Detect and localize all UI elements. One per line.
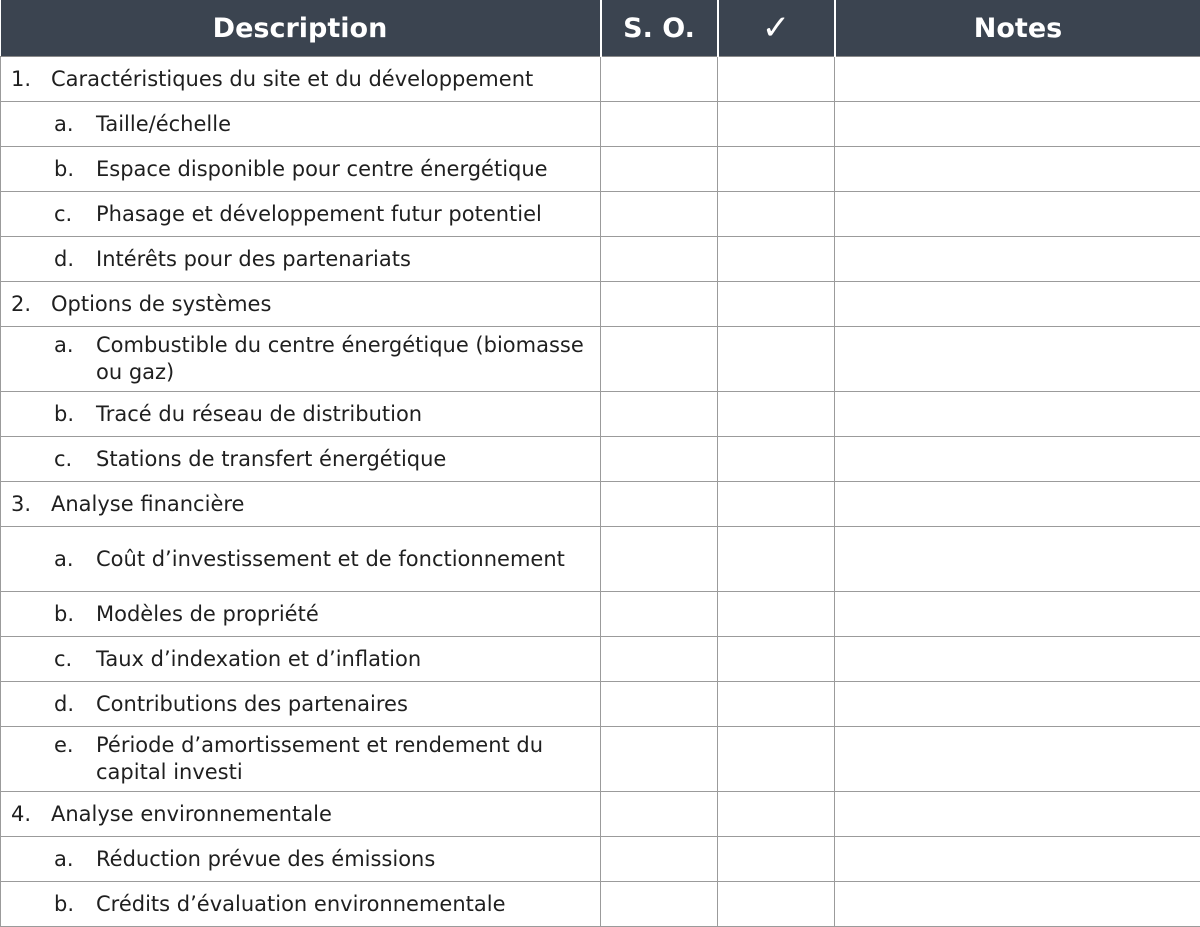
row-letter: d. (1, 246, 96, 273)
check-cell[interactable] (718, 57, 835, 102)
row-number: 2. (1, 291, 51, 318)
notes-cell[interactable] (835, 792, 1200, 837)
description-cell (1, 282, 601, 327)
description-cell (1, 792, 601, 837)
row-text: Tracé du réseau de distribution (96, 401, 600, 428)
row-text: Analyse environnementale (51, 801, 600, 828)
notes-cell[interactable] (835, 392, 1200, 437)
notes-cell[interactable] (835, 237, 1200, 282)
table-row (1, 527, 1200, 592)
row-text: Combustible du centre énergétique (biomasse ou gaz) (96, 332, 600, 386)
table-row (1, 57, 1200, 102)
row-letter: d. (1, 691, 96, 718)
row-number: 3. (1, 491, 51, 518)
so-cell[interactable] (601, 147, 718, 192)
table-row (1, 682, 1200, 727)
row-text: Crédits d’évaluation environnementale (96, 891, 600, 918)
check-cell[interactable] (718, 837, 835, 882)
table-row (1, 882, 1200, 927)
so-cell[interactable] (601, 237, 718, 282)
description-cell (1, 592, 601, 637)
notes-cell[interactable] (835, 327, 1200, 392)
table-row (1, 592, 1200, 637)
checkmark-icon: ✓ (762, 8, 791, 48)
table-row (1, 237, 1200, 282)
row-text: Stations de transfert énergétique (96, 446, 600, 473)
row-text: Réduction prévue des émissions (96, 846, 600, 873)
notes-cell[interactable] (835, 727, 1200, 792)
row-text: Contributions des partenaires (96, 691, 600, 718)
description-cell (1, 437, 601, 482)
row-letter: b. (1, 401, 96, 428)
notes-cell[interactable] (835, 682, 1200, 727)
row-text: Options de systèmes (51, 291, 600, 318)
description-cell (1, 527, 601, 592)
check-cell[interactable] (718, 237, 835, 282)
notes-cell[interactable] (835, 437, 1200, 482)
so-cell[interactable] (601, 282, 718, 327)
table-header (1, 0, 1200, 57)
row-text: Coût d’investissement et de fonctionnement (96, 546, 600, 573)
row-letter: c. (1, 446, 96, 473)
check-cell[interactable] (718, 282, 835, 327)
description-cell (1, 682, 601, 727)
check-cell[interactable] (718, 727, 835, 792)
description-cell (1, 327, 601, 392)
table-row (1, 437, 1200, 482)
row-text: Caractéristiques du site et du développement (51, 66, 600, 93)
row-letter: b. (1, 601, 96, 628)
check-cell[interactable] (718, 682, 835, 727)
header-description: Description (1, 0, 601, 57)
notes-cell[interactable] (835, 837, 1200, 882)
so-cell[interactable] (601, 437, 718, 482)
so-cell[interactable] (601, 637, 718, 682)
header-check (718, 0, 835, 57)
so-cell[interactable] (601, 57, 718, 102)
so-cell[interactable] (601, 837, 718, 882)
row-letter: b. (1, 891, 96, 918)
check-cell[interactable] (718, 792, 835, 837)
description-cell (1, 837, 601, 882)
so-cell[interactable] (601, 482, 718, 527)
so-cell[interactable] (601, 592, 718, 637)
row-text: Période d’amortissement et rendement du capital investi (96, 732, 600, 786)
table-row (1, 837, 1200, 882)
notes-cell[interactable] (835, 882, 1200, 927)
check-cell[interactable] (718, 527, 835, 592)
table-row (1, 192, 1200, 237)
so-cell[interactable] (601, 102, 718, 147)
description-cell (1, 482, 601, 527)
description-cell (1, 392, 601, 437)
description-cell (1, 102, 601, 147)
description-cell (1, 727, 601, 792)
so-cell[interactable] (601, 727, 718, 792)
so-cell[interactable] (601, 682, 718, 727)
table-row (1, 147, 1200, 192)
check-cell[interactable] (718, 192, 835, 237)
table-row (1, 102, 1200, 147)
row-letter: e. (1, 732, 96, 759)
row-letter: a. (1, 111, 96, 138)
description-cell (1, 192, 601, 237)
table-row (1, 392, 1200, 437)
check-cell[interactable] (718, 637, 835, 682)
so-cell[interactable] (601, 527, 718, 592)
description-cell (1, 57, 601, 102)
notes-cell[interactable] (835, 192, 1200, 237)
table-row (1, 282, 1200, 327)
header-so: S. O. (601, 0, 718, 57)
notes-cell[interactable] (835, 282, 1200, 327)
table-row (1, 482, 1200, 527)
so-cell[interactable] (601, 792, 718, 837)
check-cell[interactable] (718, 437, 835, 482)
check-cell[interactable] (718, 482, 835, 527)
row-text: Analyse financière (51, 491, 600, 518)
check-cell[interactable] (718, 102, 835, 147)
notes-cell[interactable] (835, 57, 1200, 102)
so-cell[interactable] (601, 882, 718, 927)
table-row (1, 727, 1200, 792)
row-text: Modèles de propriété (96, 601, 600, 628)
notes-cell[interactable] (835, 637, 1200, 682)
row-number: 1. (1, 66, 51, 93)
check-cell[interactable] (718, 327, 835, 392)
so-cell[interactable] (601, 392, 718, 437)
table-row (1, 637, 1200, 682)
row-text: Taux d’indexation et d’inflation (96, 646, 600, 673)
header-notes: Notes (835, 0, 1200, 57)
row-letter: b. (1, 156, 96, 183)
check-cell[interactable] (718, 147, 835, 192)
check-cell[interactable] (718, 592, 835, 637)
table-row (1, 792, 1200, 837)
notes-cell[interactable] (835, 147, 1200, 192)
so-cell[interactable] (601, 327, 718, 392)
notes-cell[interactable] (835, 592, 1200, 637)
description-cell (1, 882, 601, 927)
notes-cell[interactable] (835, 102, 1200, 147)
row-text: Espace disponible pour centre énergétique (96, 156, 600, 183)
notes-cell[interactable] (835, 482, 1200, 527)
row-text: Intérêts pour des partenariats (96, 246, 600, 273)
row-text: Taille/échelle (96, 111, 600, 138)
description-cell (1, 637, 601, 682)
row-letter: a. (1, 546, 96, 573)
notes-cell[interactable] (835, 527, 1200, 592)
row-text: Phasage et développement futur potentiel (96, 201, 600, 228)
row-letter: a. (1, 846, 96, 873)
row-number: 4. (1, 801, 51, 828)
description-cell (1, 147, 601, 192)
check-cell[interactable] (718, 882, 835, 927)
description-cell (1, 237, 601, 282)
table-row (1, 327, 1200, 392)
row-letter: c. (1, 646, 96, 673)
row-letter: a. (1, 332, 96, 359)
check-cell[interactable] (718, 392, 835, 437)
row-letter: c. (1, 201, 96, 228)
so-cell[interactable] (601, 192, 718, 237)
